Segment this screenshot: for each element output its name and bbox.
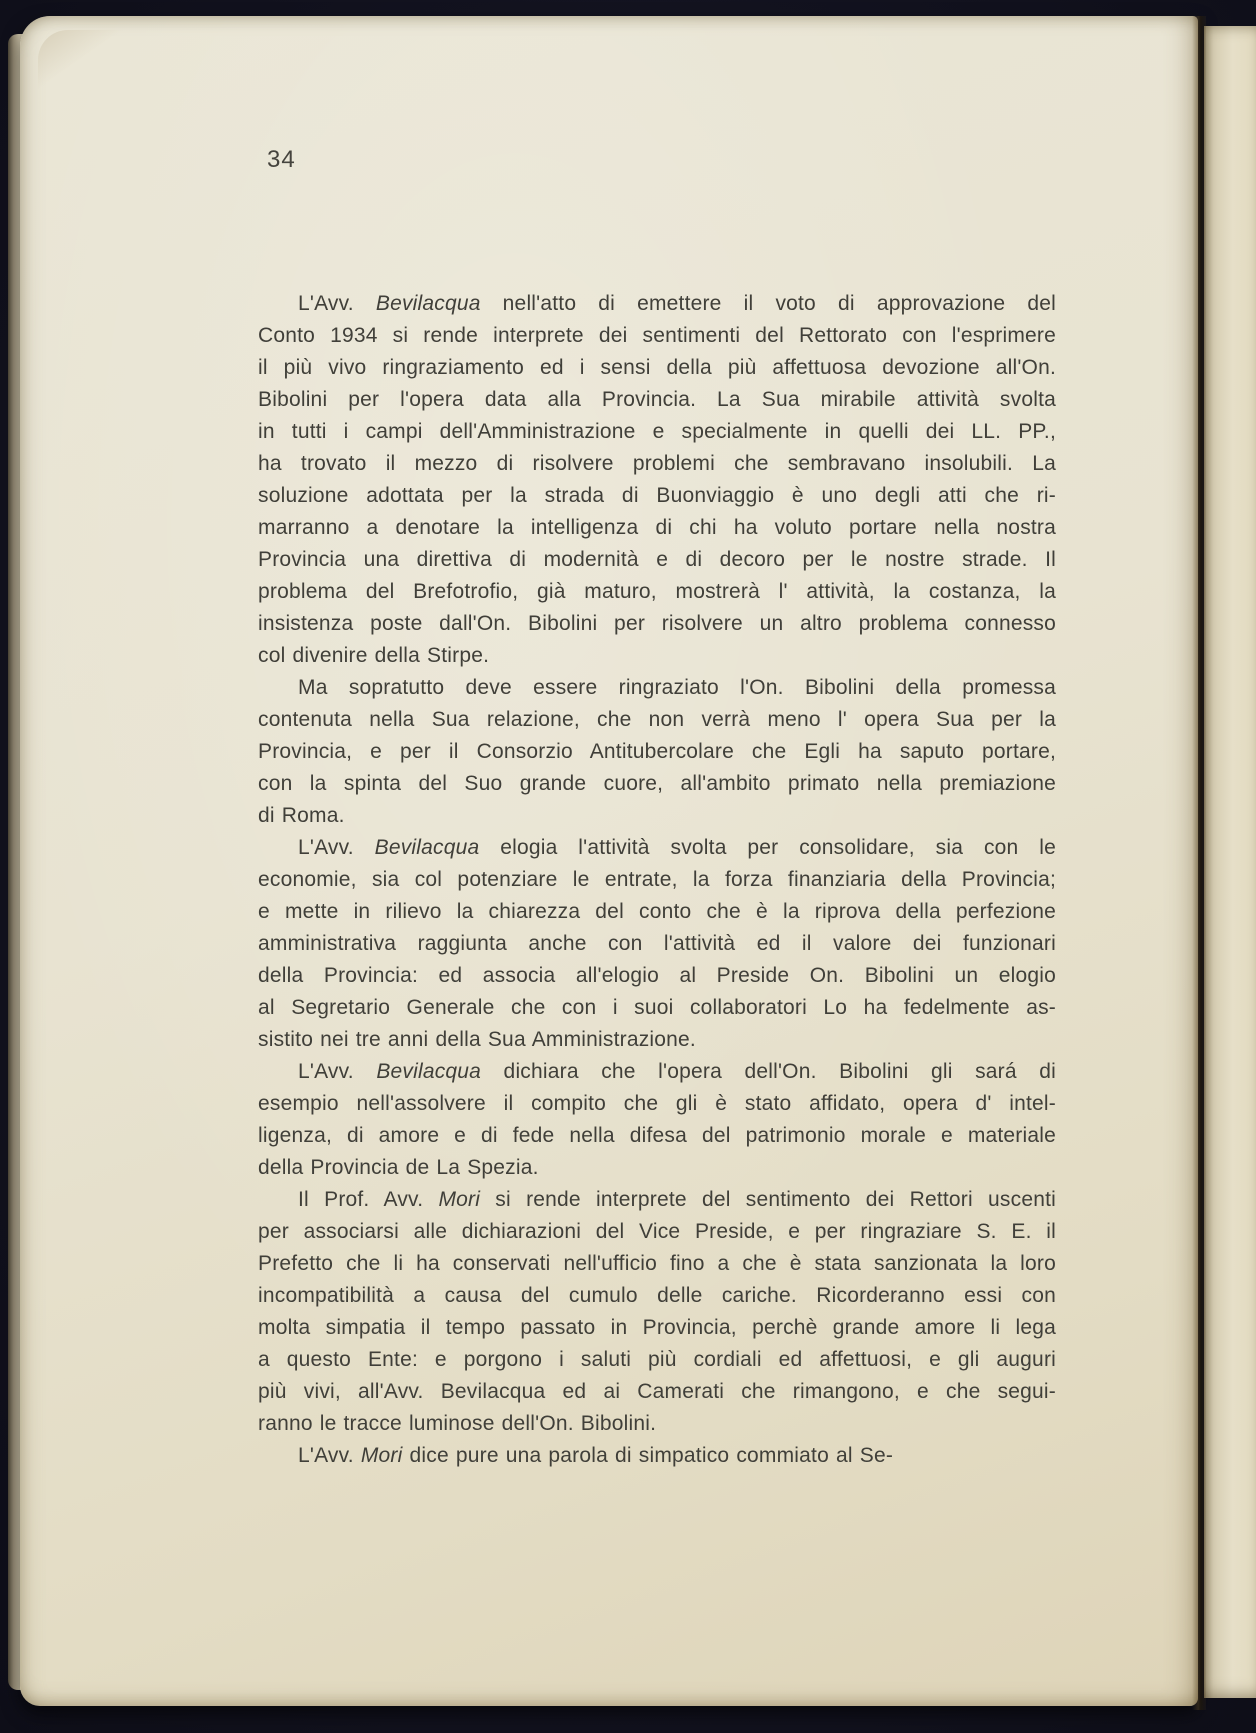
text-line: sistito nei tre anni della Sua Amministrazione. <box>258 1028 696 1051</box>
text-line: economie, sia col potenziare le entrate, la forza finanziaria della Provincia; <box>258 868 1056 891</box>
text-line: Provincia una direttiva di modernità e di decoro per le nostre strade. Il <box>258 548 1056 571</box>
text-line: Prefetto che li ha conservati nell'ufficio fino a che è stata sanzionata la loro <box>258 1252 1056 1275</box>
text-line: L'Avv. Bevilacqua dichiara che l'opera dell'On. Bibolini gli sará di <box>298 1060 1056 1083</box>
text-line: incompatibilità a causa del cumulo delle cariche. Ricorderanno essi con <box>258 1284 1056 1307</box>
paragraph <box>258 288 1056 672</box>
text-line: L'Avv. Bevilacqua elogia l'attività svolta per consolidare, sia con le <box>298 836 1057 859</box>
text-line: ha trovato il mezzo di risolvere problemi che sembravano insolubili. La <box>258 452 1056 475</box>
text-line: soluzione adottata per la strada di Buonviaggio è uno degli atti che ri- <box>258 484 1056 507</box>
page-number: 34 <box>267 146 296 173</box>
text-line: amministrativa raggiunta anche con l'attività ed il valore dei funzionari <box>258 932 1056 955</box>
paragraph <box>258 1056 1056 1184</box>
page-gutter-crease <box>1192 16 1206 1710</box>
text-line: a questo Ente: e porgono i saluti più cordiali ed affettuosi, e gli auguri <box>258 1348 1056 1371</box>
page-text <box>258 288 1056 1472</box>
text-line: e mette in rilievo la chiarezza del conto che è la riprova della perfezione <box>258 900 1056 923</box>
text-line: Bibolini per l'opera data alla Provincia. La Sua mirabile attività svolta <box>258 388 1056 411</box>
text-line: insistenza poste dall'On. Bibolini per risolvere un altro problema connesso <box>258 612 1056 635</box>
text-line: ranno le tracce luminose dell'On. Bibolini. <box>258 1412 657 1435</box>
text-line: più vivi, all'Avv. Bevilacqua ed ai Camerati che rimangono, e che segui- <box>258 1380 1056 1403</box>
text-line: ligenza, di amore e di fede nella difesa del patrimonio morale e materiale <box>258 1124 1056 1147</box>
text-line: al Segretario Generale che con i suoi collaboratori Lo ha fedelmente as- <box>258 996 1056 1019</box>
paragraph <box>258 1184 1056 1440</box>
text-line: Provincia, e per il Consorzio Antitubercolare che Egli ha saputo portare, <box>258 740 1056 763</box>
text-line: contenuta nella Sua relazione, che non verrà meno l' opera Sua per la <box>258 708 1056 731</box>
text-line: con la spinta del Suo grande cuore, all'ambito primato nella premiazione <box>258 772 1056 795</box>
text-line: il più vivo ringraziamento ed i sensi della più affettuosa devozione all'On. <box>258 356 1056 379</box>
text-line: L'Avv. Mori dice pure una parola di simpatico commiato al Se- <box>298 1444 894 1467</box>
paragraph <box>258 672 1056 832</box>
text-line: col divenire della Stirpe. <box>258 644 490 667</box>
text-line: Ma sopratutto deve essere ringraziato l'On. Bibolini della promessa <box>298 676 1056 699</box>
text-line: problema del Brefotrofio, già maturo, mostrerà l' attività, la costanza, la <box>258 580 1056 603</box>
text-line: marranno a denotare la intelligenza di chi ha voluto portare nella nostra <box>258 516 1056 539</box>
text-line: Il Prof. Avv. Mori si rende interprete del sentimento dei Rettori uscenti <box>298 1188 1056 1211</box>
book-page <box>20 16 1198 1706</box>
text-line: della Provincia de La Spezia. <box>258 1156 539 1179</box>
page-corner-fold <box>38 30 188 100</box>
paragraph <box>258 1440 1056 1472</box>
paragraph <box>258 832 1056 1056</box>
text-line: Conto 1934 si rende interprete dei sentimenti del Rettorato con l'esprimere <box>258 324 1056 347</box>
text-line: molta simpatia il tempo passato in Provincia, perchè grande amore li lega <box>258 1316 1056 1339</box>
text-line: in tutti i campi dell'Amministrazione e specialmente in quelli dei LL. PP., <box>258 420 1056 443</box>
text-line: di Roma. <box>258 804 345 827</box>
text-line: della Provincia: ed associa all'elogio al Preside On. Bibolini un elogio <box>258 964 1056 987</box>
text-line: L'Avv. Bevilacqua nell'atto di emettere il voto di approvazione del <box>298 292 1057 315</box>
text-line: esempio nell'assolvere il compito che gli è stato affidato, opera d' intel- <box>258 1092 1056 1115</box>
text-line: per associarsi alle dichiarazioni del Vice Preside, e per ringraziare S. E. il <box>258 1220 1056 1243</box>
adjacent-page-edge <box>1204 26 1256 1698</box>
